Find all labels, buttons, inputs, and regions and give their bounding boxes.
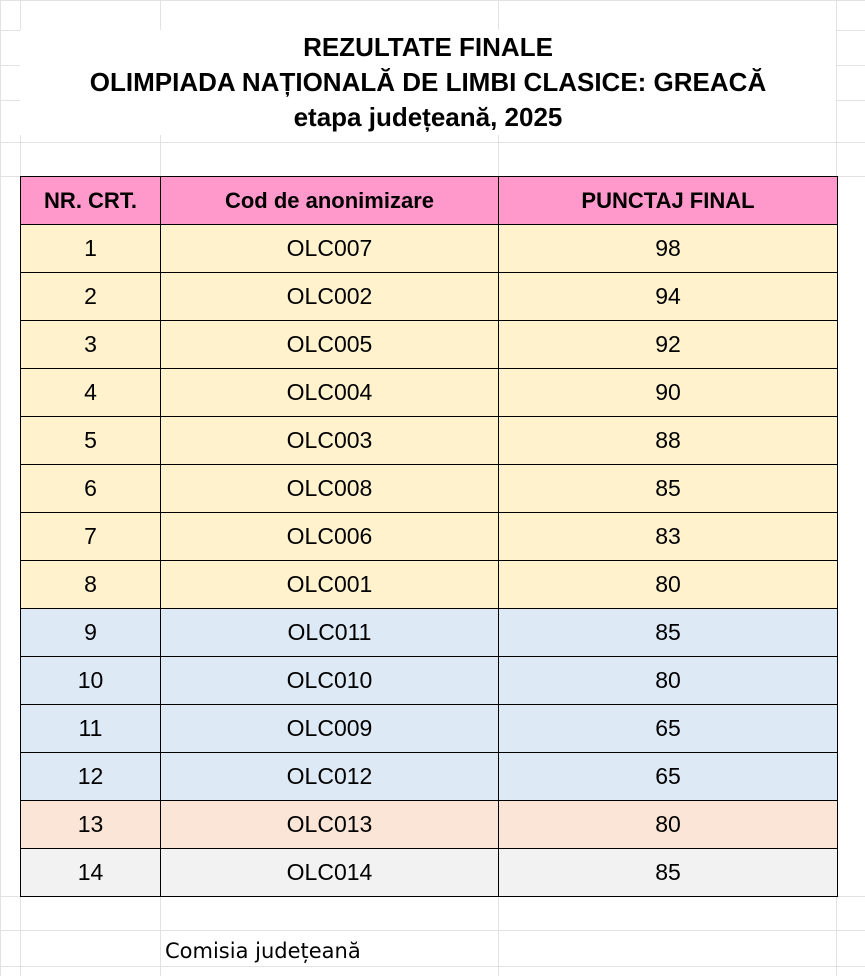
cell-cod-anonimizare[interactable]: OLC004 xyxy=(161,369,499,417)
cell-cod-anonimizare[interactable]: OLC014 xyxy=(161,849,499,897)
cell-nr-crt[interactable]: 9 xyxy=(21,609,161,657)
cell-nr-crt[interactable]: 13 xyxy=(21,801,161,849)
cell-punctaj-final[interactable]: 88 xyxy=(499,417,838,465)
table-header-row xyxy=(21,177,838,225)
table-row xyxy=(21,417,838,465)
cell-punctaj-final[interactable]: 92 xyxy=(499,321,838,369)
cell-punctaj-final[interactable]: 83 xyxy=(499,513,838,561)
header-cod-anonimizare[interactable]: Cod de anonimizare xyxy=(161,177,499,225)
cell-cod-anonimizare[interactable]: OLC012 xyxy=(161,753,499,801)
title-line-2[interactable]: OLIMPIADA NAȚIONALĂ DE LIMBI CLASICE: GREACĂ xyxy=(89,67,767,97)
cell-cod-anonimizare[interactable]: OLC006 xyxy=(161,513,499,561)
cell-nr-crt[interactable]: 4 xyxy=(21,369,161,417)
table-row xyxy=(21,369,838,417)
table-row xyxy=(21,801,838,849)
cell-punctaj-final[interactable]: 65 xyxy=(499,753,838,801)
cell-cod-anonimizare[interactable]: OLC007 xyxy=(161,225,499,273)
cell-punctaj-final[interactable]: 80 xyxy=(499,801,838,849)
cell-punctaj-final[interactable]: 65 xyxy=(499,705,838,753)
cell-nr-crt[interactable]: 2 xyxy=(21,273,161,321)
cell-nr-crt[interactable]: 10 xyxy=(21,657,161,705)
cell-nr-crt[interactable]: 12 xyxy=(21,753,161,801)
table-row xyxy=(21,513,838,561)
cell-punctaj-final[interactable]: 85 xyxy=(499,849,838,897)
cell-punctaj-final[interactable]: 80 xyxy=(499,657,838,705)
title-line-3[interactable]: etapa județeană, 2025 xyxy=(293,102,563,132)
cell-punctaj-final[interactable]: 94 xyxy=(499,273,838,321)
title-line-1[interactable]: REZULTATE FINALE xyxy=(303,32,553,62)
table-row xyxy=(21,657,838,705)
cell-nr-crt[interactable]: 5 xyxy=(21,417,161,465)
table-row xyxy=(21,609,838,657)
cell-punctaj-final[interactable]: 90 xyxy=(499,369,838,417)
cell-cod-anonimizare[interactable]: OLC002 xyxy=(161,273,499,321)
cell-punctaj-final[interactable]: 85 xyxy=(499,465,838,513)
table-row xyxy=(21,705,838,753)
table-row xyxy=(21,225,838,273)
signature-label[interactable]: Comisia județeană xyxy=(165,936,365,966)
title-block xyxy=(20,30,836,135)
table-row xyxy=(21,273,838,321)
table-row xyxy=(21,561,838,609)
cell-cod-anonimizare[interactable]: OLC008 xyxy=(161,465,499,513)
table-row xyxy=(21,849,838,897)
cell-cod-anonimizare[interactable]: OLC005 xyxy=(161,321,499,369)
cell-cod-anonimizare[interactable]: OLC010 xyxy=(161,657,499,705)
cell-cod-anonimizare[interactable]: OLC001 xyxy=(161,561,499,609)
cell-punctaj-final[interactable]: 85 xyxy=(499,609,838,657)
table-row xyxy=(21,753,838,801)
cell-nr-crt[interactable]: 8 xyxy=(21,561,161,609)
table-row xyxy=(21,465,838,513)
cell-nr-crt[interactable]: 3 xyxy=(21,321,161,369)
cell-punctaj-final[interactable]: 98 xyxy=(499,225,838,273)
cell-cod-anonimizare[interactable]: OLC013 xyxy=(161,801,499,849)
cell-cod-anonimizare[interactable]: OLC011 xyxy=(161,609,499,657)
header-nr-crt[interactable]: NR. CRT. xyxy=(21,177,161,225)
cell-nr-crt[interactable]: 14 xyxy=(21,849,161,897)
cell-nr-crt[interactable]: 1 xyxy=(21,225,161,273)
table-row xyxy=(21,321,838,369)
results-table xyxy=(20,176,838,897)
cell-nr-crt[interactable]: 6 xyxy=(21,465,161,513)
cell-cod-anonimizare[interactable]: OLC009 xyxy=(161,705,499,753)
results-table-body xyxy=(21,225,838,897)
cell-cod-anonimizare[interactable]: OLC003 xyxy=(161,417,499,465)
cell-punctaj-final[interactable]: 80 xyxy=(499,561,838,609)
cell-nr-crt[interactable]: 7 xyxy=(21,513,161,561)
header-punctaj-final[interactable]: PUNCTAJ FINAL xyxy=(499,177,838,225)
cell-nr-crt[interactable]: 11 xyxy=(21,705,161,753)
